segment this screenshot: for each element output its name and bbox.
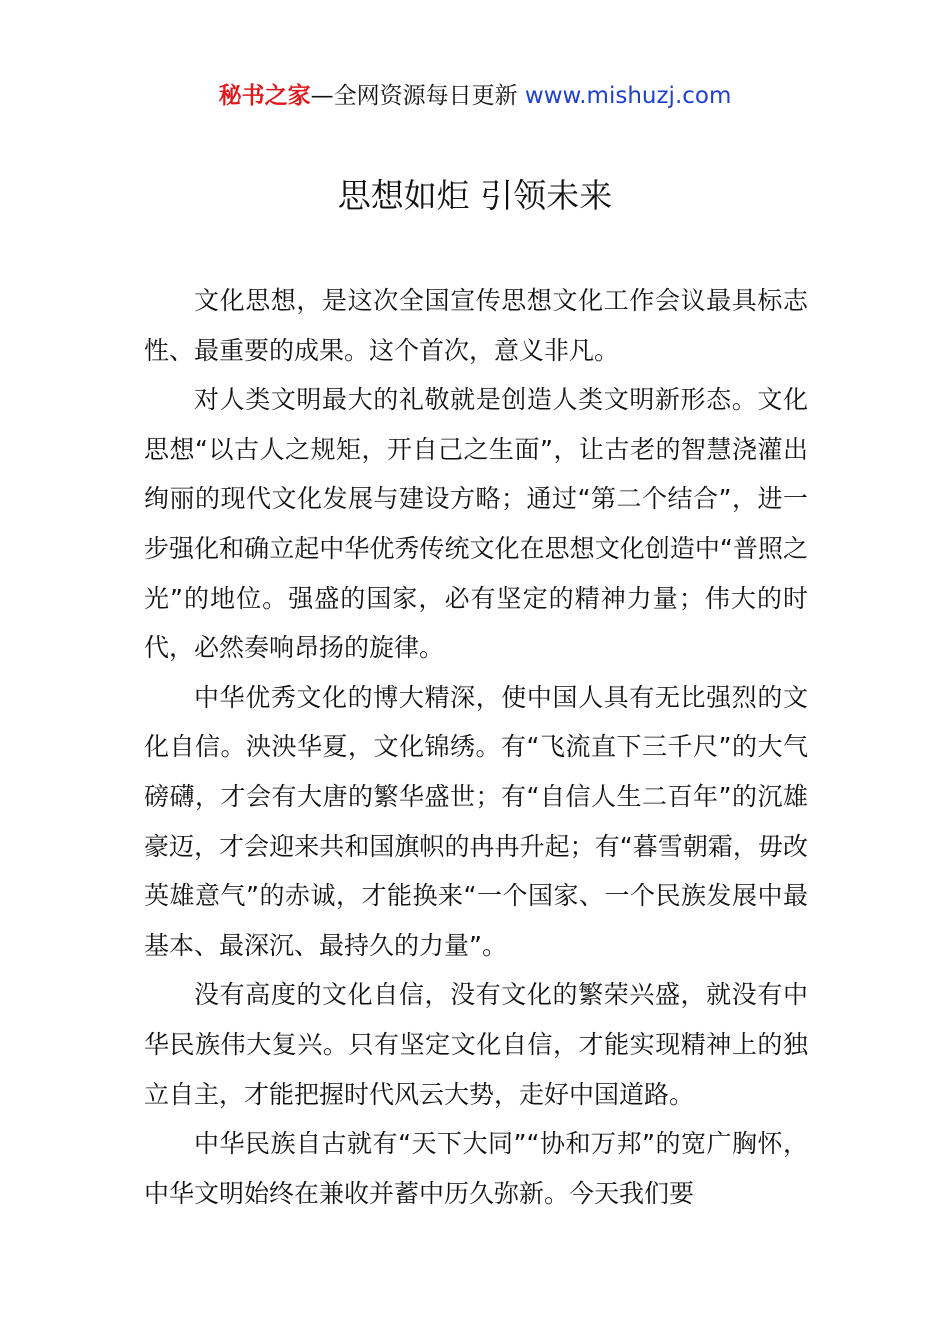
paragraph: 中华民族自古就有“天下大同”“协和万邦”的宽广胸怀，中华文明始终在兼收并蓄中历久弥新。今天我们要 <box>144 1129 808 1208</box>
paragraph: 对人类文明最大的礼敬就是创造人类文明新形态。文化思想“以古人之规矩，开自己之生面”，让古老的智慧浇灌出绚丽的现代文化发展与建设方略；通过“第二个结合”，进一步强化和确立起中华优秀传统文化在思想文化创造中“普照之光”的地位。强盛的国家，必有坚定的精神力量；伟大的时代，必然奏响昂扬的旋律。 <box>144 385 808 663</box>
paragraph: 文化思想，是这次全国宣传思想文化工作会议最具标志性、最重要的成果。这个首次，意义非凡。 <box>144 286 808 365</box>
paragraph: 中华优秀文化的博大精深，使中国人具有无比强烈的文化自信。泱泱华夏，文化锦绣。有“飞流直下三千尺”的大气磅礴，才会有大唐的繁华盛世；有“自信人生二百年”的沉雄豪迈，才会迎来共和国旗帜的冉冉升起；有“暮雪朝霜，毋改英雄意气”的赤诚，才能换来“一个国家、一个民族发展中最基本、最深沉、最持久的力量”。 <box>144 682 808 960</box>
paragraph: 没有高度的文化自信，没有文化的繁荣兴盛，就没有中华民族伟大复兴。只有坚定文化自信，才能实现精神上的独立自主，才能把握时代风云大势，走好中国道路。 <box>144 980 808 1109</box>
document-body <box>144 276 808 1218</box>
site-brand: 秘书之家 <box>218 83 311 109</box>
document-title: 思想如炬 引领未来 <box>337 176 613 215</box>
site-tagline: —全网资源每日更新 <box>310 83 518 109</box>
site-url-link[interactable]: www.mishuzj.com <box>524 83 732 109</box>
site-header <box>0 80 950 112</box>
